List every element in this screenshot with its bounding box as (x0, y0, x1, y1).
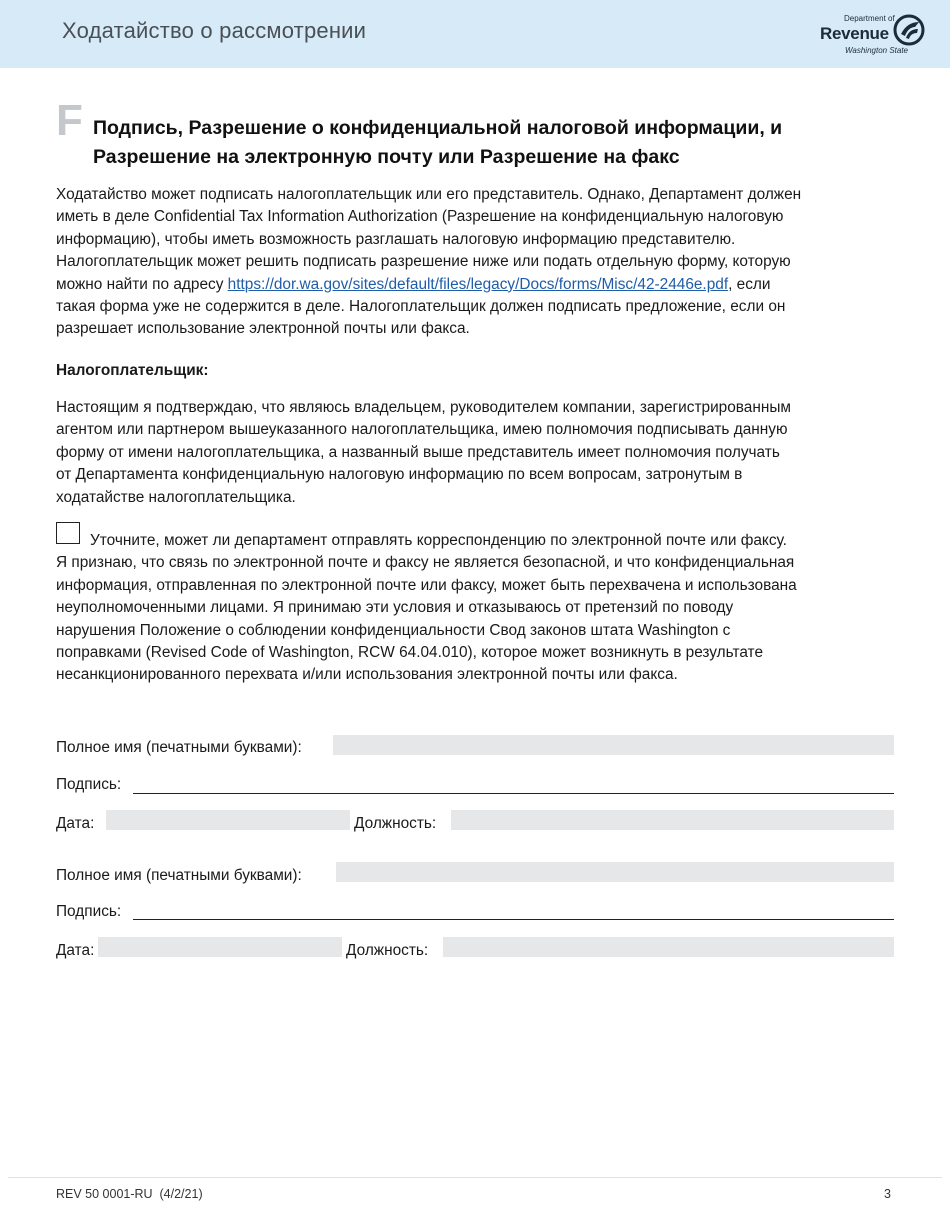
intro-link-suffix: , если (728, 275, 771, 293)
logo-line-state: Washington State (845, 46, 909, 55)
intro-line: информацию), чтобы иметь возможность разглашать налоговую информацию представителю. (56, 230, 736, 248)
consent-line: поправками (Revised Code of Washington, RCW 64.04.010), которое может возникнуть в результате (56, 644, 763, 662)
date-field-1[interactable] (106, 810, 350, 830)
intro-paragraph (56, 184, 896, 341)
mountain-emblem-icon (893, 14, 925, 46)
page-header-title: Ходатайство о рассмотрении (62, 18, 367, 43)
taxpayer-line: Настоящим я подтверждаю, что являюсь владельцем, руководителем компании, зарегистрированным (56, 399, 791, 416)
consent-line: неуполномоченными лицами. Я принимаю эти условия и отказываюсь от претензий по поводу (56, 599, 734, 617)
footer-divider (8, 1177, 942, 1178)
consent-line: Я признаю, что связь по электронной почте и факсу не является безопасной, и что конфиденциальная (56, 554, 795, 572)
consent-line: Уточните, может ли департамент отправлять корреспонденцию по электронной почте или факсу. (90, 532, 787, 549)
intro-line: разрешает использование электронной почты или факса. (56, 320, 470, 338)
department-of-revenue-logo (818, 14, 928, 58)
title-label-2: Должность: (346, 942, 429, 959)
section-heading (93, 114, 893, 172)
section-letter: F (56, 96, 83, 145)
date-label-1: Дата: (56, 815, 95, 832)
intro-line: Налогоплательщик может решить подписать разрешение ниже или подать отдельную форму, которую (56, 253, 791, 271)
consent-line: несанкционированного перехвата и/или использования электронной почты или факса. (56, 666, 678, 684)
page-number: 3 (884, 1187, 891, 1201)
full-name-label-2: Полное имя (печатными буквами): (56, 867, 302, 884)
section-heading-line-1: Подпись, Разрешение о конфиденциальной налоговой информации, и (93, 117, 783, 139)
signature-label-2: Подпись: (56, 903, 122, 920)
taxpayer-line: ходатайстве налогоплательщика. (56, 488, 296, 506)
logo-line-revenue: Revenue (820, 24, 889, 43)
signature-line-2[interactable] (133, 919, 894, 920)
taxpayer-declaration (56, 397, 896, 509)
form-id: REV 50 0001-RU (4/2/21) (56, 1187, 203, 1201)
date-label-2: Дата: (56, 942, 95, 959)
consent-line: нарушения Положение о соблюдении конфиденциальности Свод законов штата Washington с (56, 621, 731, 639)
full-name-field-1[interactable] (333, 735, 894, 755)
signature-label-1: Подпись: (56, 776, 122, 793)
consent-line: информация, отправленная по электронной почте или факсу, может быть перехвачена и использована (56, 576, 797, 594)
intro-line: такая форма уже не содержится в деле. Налогоплательщик должен подписать предложение, если он (56, 298, 786, 316)
signature-line-1[interactable] (133, 793, 894, 794)
section-heading-line-2: Разрешение на электронную почту или Разрешение на факс (93, 146, 680, 168)
full-name-label-1: Полное имя (печатными буквами): (56, 739, 302, 756)
title-field-2[interactable] (443, 937, 894, 957)
date-field-2[interactable] (98, 937, 342, 957)
title-label-1: Должность: (354, 815, 437, 832)
taxpayer-line: форму от имени налогоплательщика, а названный выше представитель имеет полномочия получать (56, 443, 780, 461)
title-field-1[interactable] (451, 810, 894, 830)
full-name-field-2[interactable] (336, 862, 894, 882)
taxpayer-heading: Налогоплательщик: (56, 362, 209, 379)
consent-paragraph (56, 530, 896, 687)
intro-line-with-link (56, 274, 896, 296)
ctia-form-link[interactable]: https://dor.wa.gov/sites/default/files/legacy/Docs/forms/Misc/42-2446e.pdf (227, 275, 729, 293)
logo-line-department: Department of (844, 14, 895, 23)
taxpayer-line: агентом или партнером вышеуказанного налогоплательщика, имею полномочия подписывать данную (56, 421, 788, 439)
intro-line: Ходатайство может подписать налогоплательщик или его представитель. Однако, Департамент должен (56, 186, 802, 203)
intro-line: иметь в деле Confidential Tax Information Authorization (Разрешение на конфиденциальную налоговую (56, 208, 784, 226)
taxpayer-line: от Департамента конфиденциальную налоговую информацию по всем вопросам, затронутым в (56, 466, 743, 484)
intro-link-prefix: можно найти по адресу (56, 275, 228, 293)
